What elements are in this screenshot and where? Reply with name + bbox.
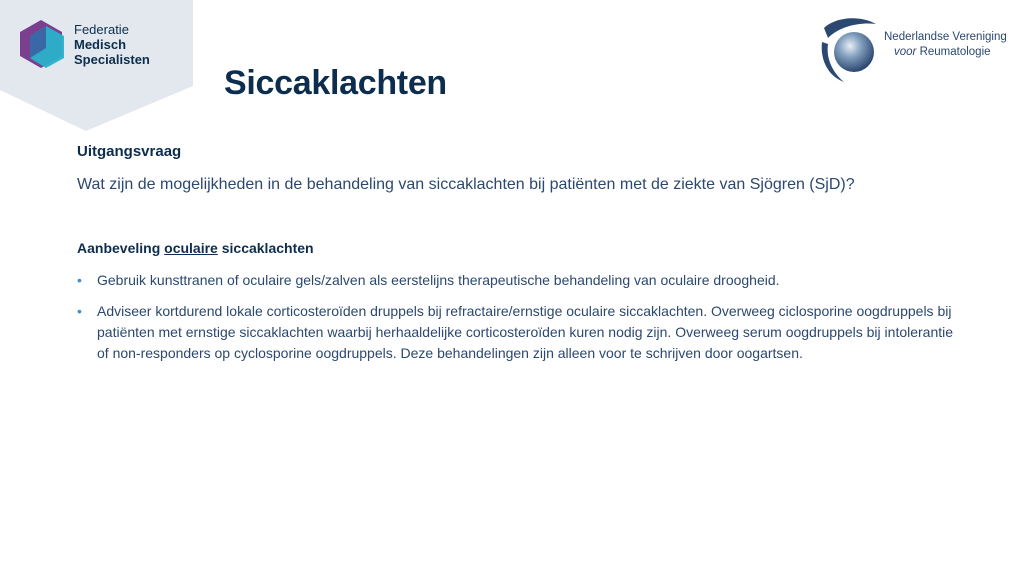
nvr-logo-icon	[818, 14, 882, 86]
fms-logo-line1: Federatie	[74, 22, 129, 37]
uitgangsvraag-question: Wat zijn de mogelijkheden in de behandeling van siccaklachten bij patiënten met de ziekte van Sjögren (SjD)?	[77, 176, 855, 193]
recommendation-list	[77, 270, 957, 374]
nvr-logo-line2-rest: Reumatologie	[916, 46, 991, 58]
recommendation-heading-post: siccaklachten	[217, 240, 314, 256]
recommendation-item	[77, 270, 957, 291]
bullet-icon: •	[77, 303, 82, 319]
bullet-icon: •	[77, 272, 82, 288]
recommendation-heading-underlined: oculaire	[164, 240, 218, 256]
fms-logo-line3: Specialisten	[74, 52, 150, 67]
page-title: Siccaklachten	[224, 64, 447, 102]
fms-logo-icon	[16, 18, 66, 70]
fms-logo-text	[74, 22, 150, 67]
nvr-logo-line1: Nederlandse Vereniging	[884, 31, 1007, 43]
uitgangsvraag-heading: Uitgangsvraag	[77, 143, 182, 160]
recommendation-heading	[77, 240, 314, 256]
nvr-logo-line2-italic: voor	[894, 46, 917, 58]
fms-logo-line2: Medisch	[74, 37, 127, 52]
nvr-logo-text	[884, 30, 1007, 60]
recommendation-item-text: Adviseer kortdurend lokale corticosteroïden druppels bij refractaire/ernstige oculaire siccaklachten. Overweeg ciclosporine oogdruppels bij patiënten met ernstige siccaklachten waarbij herhaaldelijke corticosteroïden kuren nodig zijn. Overweeg serum oogdruppels bij intolerantie of non-responders op cyclosporine oogdruppels. Deze behandelingen zijn alleen voor te schrijven door oogartsen.	[97, 303, 954, 361]
recommendation-item	[77, 301, 957, 364]
nvr-logo-line2	[884, 45, 1007, 60]
recommendation-item-text: Gebruik kunsttranen of oculaire gels/zalven als eerstelijns therapeutische behandeling van oculaire droogheid.	[97, 272, 780, 288]
recommendation-heading-pre: Aanbeveling	[77, 240, 165, 256]
